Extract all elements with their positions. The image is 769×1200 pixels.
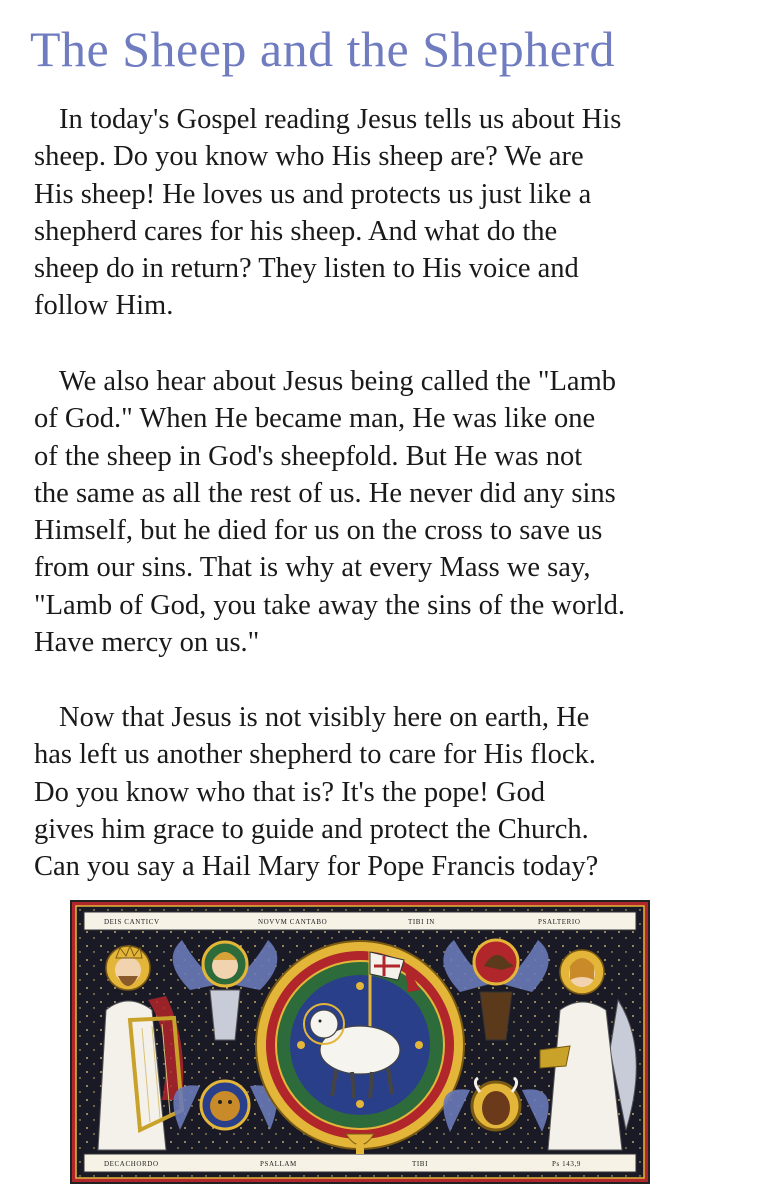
paragraph-2 xyxy=(34,363,749,661)
paragraph-line: shepherd cares for his sheep. And what do the xyxy=(34,215,558,247)
page-title: The Sheep and the Shepherd xyxy=(30,21,616,77)
paragraph-line: We also hear about Jesus being called the "Lamb xyxy=(59,366,616,397)
banner-top-text-3: TIBI IN xyxy=(408,918,435,926)
paragraph-line: Himself, but he died for us on the cross to save us xyxy=(34,515,603,547)
paragraph-line: has left us another shepherd to care for His flock. xyxy=(34,739,596,771)
paragraph-line: His sheep! He loves us and protects us just like a xyxy=(34,178,592,210)
paragraph-line: Have mercy on us." xyxy=(34,627,260,659)
banner-bottom-text-1: DECACHORDO xyxy=(104,1160,159,1168)
paragraph-line: from our sins. That is why at every Mass we say, xyxy=(34,552,591,584)
banner-top-text-1: DEIS CANTICV xyxy=(104,918,160,926)
banner-top-text-4: PSALTERIO xyxy=(538,918,581,926)
banner-top-text-2: NOVVM CANTABO xyxy=(258,918,328,926)
paragraph-line: "Lamb of God, you take away the sins of the world. xyxy=(34,589,625,621)
paragraph-line: sheep. Do you know who His sheep are? We are xyxy=(34,141,584,173)
paragraph-line: sheep do in return? They listen to His voice and xyxy=(34,253,579,285)
paragraph-line: follow Him. xyxy=(34,290,174,322)
paragraph-1 xyxy=(34,101,749,325)
paragraph-line: of the sheep in God's sheepfold. But He was not xyxy=(34,440,583,472)
banner-bottom-text-4: Ps 143,9 xyxy=(552,1160,581,1168)
paragraph-line: the same as all the rest of us. He never did any sins xyxy=(34,477,616,509)
paragraph-line: Do you know who that is? It's the pope! God xyxy=(34,776,545,808)
lamb-of-god-illustration xyxy=(70,900,650,1184)
paragraph-line: Can you say a Hail Mary for Pope Francis today? xyxy=(34,851,599,883)
paragraph-line: of God." When He became man, He was like one xyxy=(34,403,596,435)
banner-bottom-text-3: TIBI xyxy=(412,1160,429,1168)
banner-bottom-text-2: PSALLAM xyxy=(260,1160,297,1168)
paragraph-3 xyxy=(34,699,749,885)
paragraph-line: gives him grace to guide and protect the Church. xyxy=(34,813,589,845)
paragraph-line: Now that Jesus is not visibly here on earth, He xyxy=(59,702,590,733)
paragraph-line: In today's Gospel reading Jesus tells us about His xyxy=(59,104,622,135)
